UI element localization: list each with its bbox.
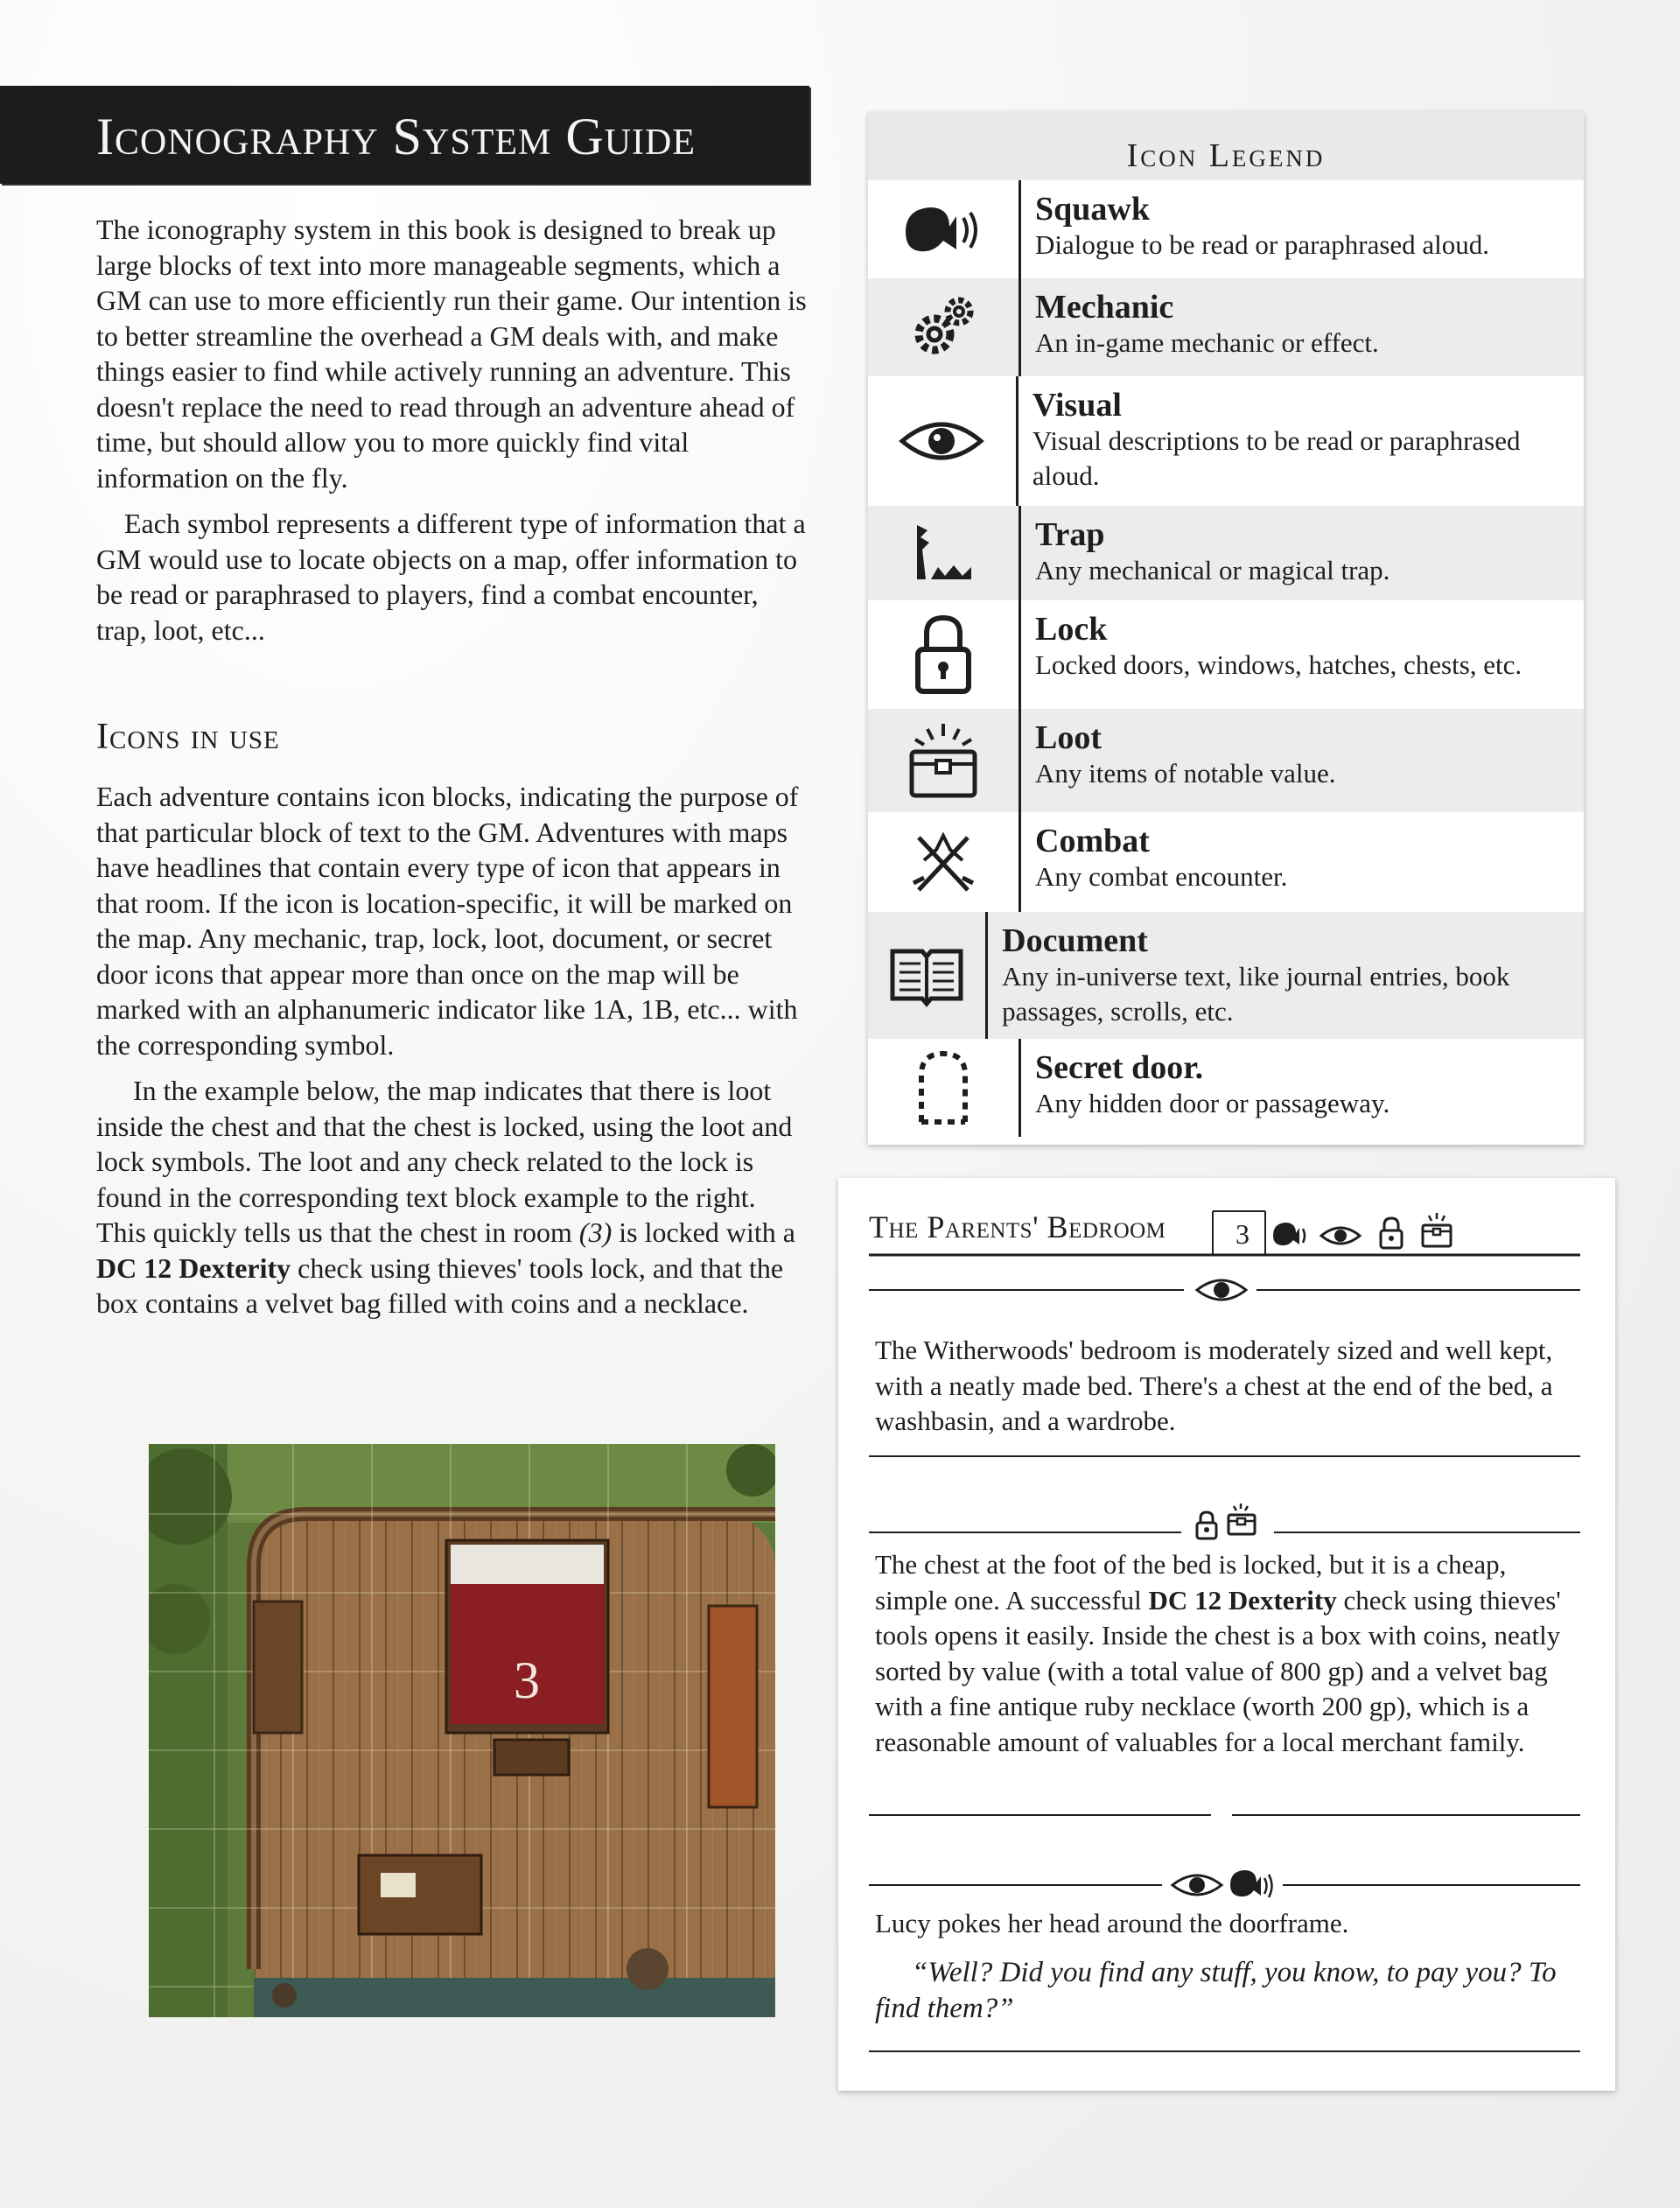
chest-text-a: The chest at the foot of the bed is locked, but it is a cheap, simple one. A successful xyxy=(875,1549,1507,1616)
icons-in-use-paragraph-2 xyxy=(96,1073,809,1321)
intro-section xyxy=(96,212,809,648)
legend-desc-combat: Any combat encounter. xyxy=(1035,861,1288,892)
legend-name-visual: Visual xyxy=(1032,387,1122,424)
page-title: Iconography System Guide xyxy=(96,108,696,165)
p2-text-b: is locked with a xyxy=(612,1216,795,1248)
example-visual-text: The Witherwoods' bedroom is moderately sized and well kept, with a neatly made bed. There's a chest at the end of the bed, a washbasin, and a wardrobe. xyxy=(875,1335,1553,1436)
legend-name-document: Document xyxy=(1002,922,1148,959)
legend-desc-mechanic: An in-game mechanic or effect. xyxy=(1035,327,1379,358)
map-room-number: 3 xyxy=(514,1651,540,1709)
legend-desc-trap: Any mechanical or magical trap. xyxy=(1035,555,1390,585)
p2-room-ref: (3) xyxy=(578,1216,612,1248)
trap-icon xyxy=(868,506,1021,600)
icons-in-use-section xyxy=(96,779,809,1321)
legend-name-mechanic: Mechanic xyxy=(1035,289,1174,326)
legend-desc-visual: Visual descriptions to be read or paraphrased aloud. xyxy=(1032,425,1521,491)
header-squawk-icon xyxy=(1273,1223,1305,1245)
legend-name-combat: Combat xyxy=(1035,823,1150,859)
legend-title-text: Icon Legend xyxy=(1126,137,1326,174)
divider-lock-icon xyxy=(1197,1512,1216,1539)
icon-legend xyxy=(868,112,1584,1145)
secret-door-icon xyxy=(868,1039,1021,1137)
example-room-card xyxy=(838,1178,1615,2091)
divider-chest-icon xyxy=(1228,1504,1255,1534)
header-chest-icon xyxy=(1423,1213,1451,1246)
legend-row-lock xyxy=(868,600,1584,709)
chest-text-b: check using thieves' tools opens it easily. Inside the chest is a box with coins, neatly sorted by value (with a total value of 800 gp) and a velvet bag with a fine antique ruby necklace (worth 200 gp), which is a reasonable amount of valuables for a local merchant family. xyxy=(875,1584,1561,1757)
legend-name-loot: Loot xyxy=(1035,719,1102,756)
title-banner xyxy=(0,86,809,184)
icons-in-use-heading: Icons in use xyxy=(96,717,280,757)
book-icon xyxy=(868,912,988,1039)
legend-row-secret-door xyxy=(868,1039,1584,1137)
header-eye-icon xyxy=(1321,1228,1360,1244)
legend-desc-squawk: Dialogue to be read or paraphrased aloud. xyxy=(1035,229,1490,260)
example-room-number: 3 xyxy=(1236,1218,1250,1250)
bedroom-map xyxy=(149,1444,775,2017)
legend-row-document xyxy=(868,912,1584,1039)
legend-name-trap: Trap xyxy=(1035,516,1105,553)
legend-row-loot xyxy=(868,709,1584,812)
legend-row-mechanic xyxy=(868,278,1584,376)
legend-title xyxy=(868,112,1584,180)
chest-icon xyxy=(868,709,1021,812)
chest-dc-check: DC 12 Dexterity xyxy=(1148,1584,1337,1616)
legend-name-squawk: Squawk xyxy=(1035,191,1150,228)
divider-eye-icon xyxy=(1197,1280,1246,1300)
squawk-icon xyxy=(868,180,1021,278)
intro-paragraph-2: Each symbol represents a different type of information that a GM would use to locate objects on a map, offer information to be read or paraphrased to players, find a combat encounter, trap, loot, etc... xyxy=(96,508,806,646)
legend-name-lock: Lock xyxy=(1035,611,1108,648)
legend-row-visual xyxy=(868,376,1584,506)
legend-row-combat xyxy=(868,812,1584,912)
lock-icon xyxy=(868,600,1021,709)
p2-text-a: In the example below, the map indicates that there is loot inside the chest and that the chest is locked, using the loot and lock symbols. The loot and any check related to the lock is found in the corresponding text block example to the right. This quickly tells us that the chest in room xyxy=(96,1075,793,1248)
legend-desc-document: Any in-universe text, like journal entries, book passages, scrolls, etc. xyxy=(1002,961,1510,1027)
divider-squawk-icon xyxy=(1230,1870,1272,1897)
legend-row-trap xyxy=(868,506,1584,600)
legend-desc-loot: Any items of notable value. xyxy=(1035,758,1336,789)
legend-name-secret-door: Secret door. xyxy=(1035,1049,1204,1086)
legend-row-squawk xyxy=(868,180,1584,278)
example-room-title: The Parents' Bedroom xyxy=(869,1209,1166,1244)
p2-text-c: check using thieves' tools lock, and that the box contains a velvet bag filled with coins and a necklace. xyxy=(96,1251,784,1319)
eye-icon xyxy=(868,376,1018,506)
example-quote: “Well? Did you find any stuff, you know, to pay you? To find them?” xyxy=(875,1957,1557,2024)
icons-in-use-paragraph-1: Each adventure contains icon blocks, indicating the purpose of that particular block of text to the GM. Adventures with maps have headlines that contain every type of icon that appears in that room. If the icon is location-specific, it will be marked on the map. Any mechanic, trap, lock, loot, document, or secret door icons that appear more than once on the map will be marked with an alphanumeric indicator like 1A, 1B, etc... with the corresponding symbol. xyxy=(96,781,799,1061)
divider-eye-icon-2 xyxy=(1172,1875,1222,1895)
example-chest-text xyxy=(875,1547,1566,1760)
example-lucy-text: Lucy pokes her head around the doorframe. xyxy=(875,1908,1349,1938)
legend-desc-secret-door: Any hidden door or passageway. xyxy=(1035,1088,1390,1118)
gears-icon xyxy=(868,278,1021,376)
legend-desc-lock: Locked doors, windows, hatches, chests, etc. xyxy=(1035,649,1522,680)
crossed-swords-icon xyxy=(868,812,1021,912)
intro-paragraph-1: The iconography system in this book is designed to break up large blocks of text into more manageable segments, which a GM can use to more efficiently run their game. Our intention is to better streamline the overhead a GM deals with, and make things easier to find while actively running an adventure. This doesn't replace the need to read through an adventure ahead of time, but should allow you to more quickly find vital information on the fly. xyxy=(96,214,807,494)
p2-dc-check: DC 12 Dexterity xyxy=(96,1251,291,1284)
header-lock-icon xyxy=(1381,1218,1402,1248)
